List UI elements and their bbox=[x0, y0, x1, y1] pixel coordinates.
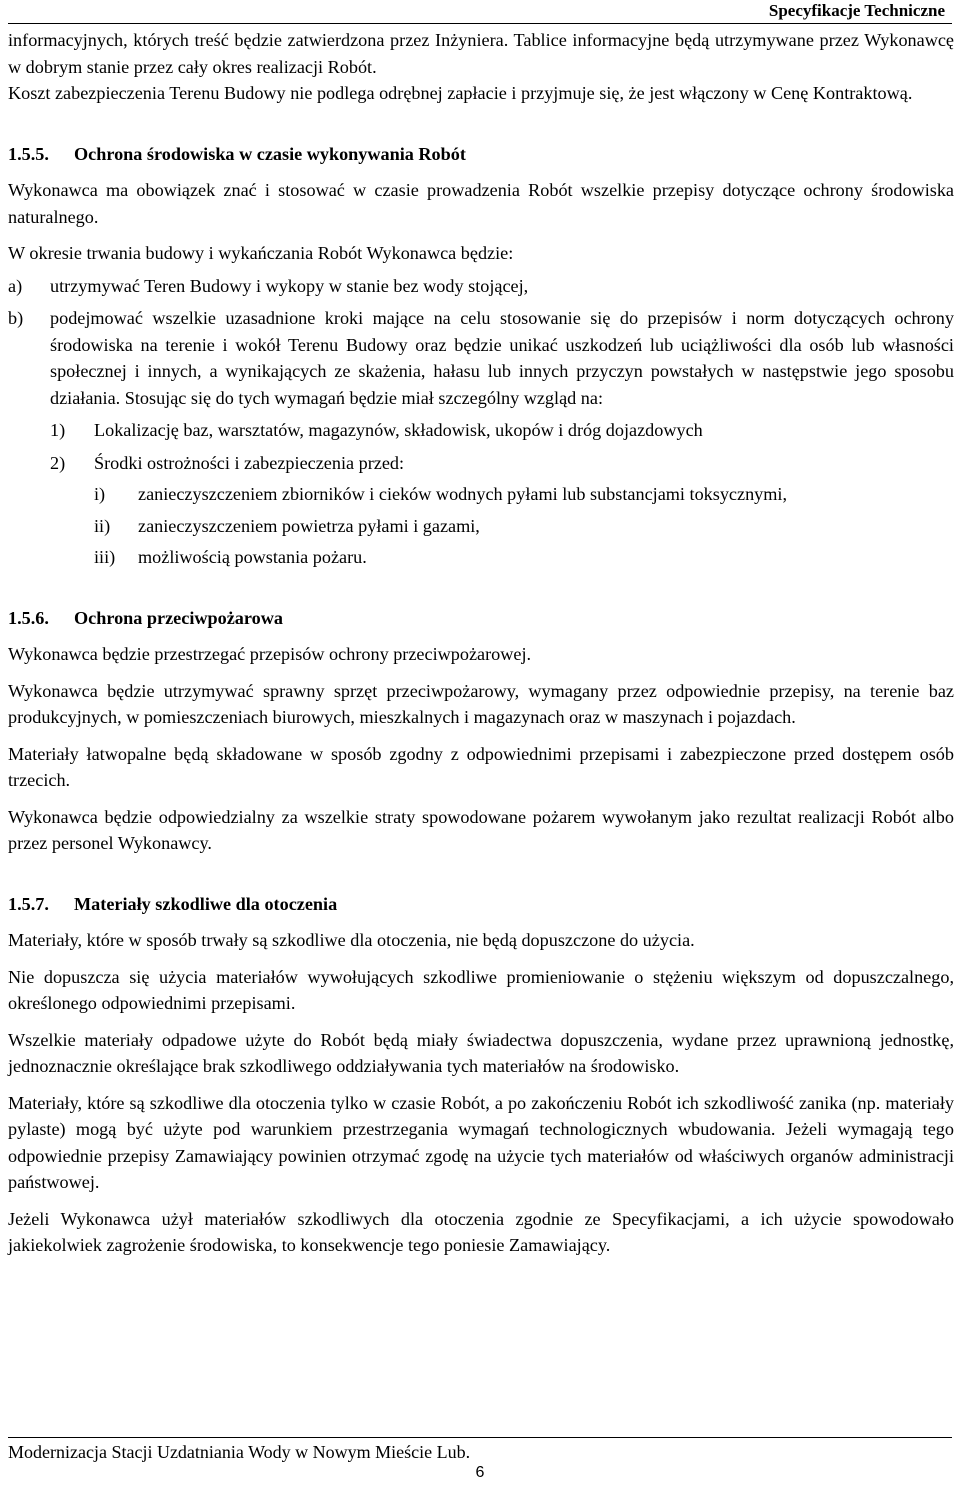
section-title: Materiały szkodliwe dla otoczenia bbox=[74, 893, 338, 914]
list-marker: b) bbox=[8, 308, 24, 328]
list-item-text: podejmować wszelkie uzasadnione kroki mające na celu stosowanie się do przepisów i norm dotyczących ochrony środowiska na terenie i wokół Terenu Budowy oraz będzie unikać uszkodzeń lub uciążliwości dla osób lub własności społecznej i innych, a wynikających ze skażenia, hałasu lub innych przyczyn powstałych w następstwie jego sposobu działania. Stosując się do tych wymagań będzie miał szczególny wzgląd na: bbox=[50, 308, 954, 408]
header-divider bbox=[8, 23, 952, 24]
paragraph: Wykonawca będzie przestrzegać przepisów ochrony przeciwpożarowej. bbox=[8, 644, 532, 664]
list-item bbox=[8, 273, 954, 300]
roman-sublist bbox=[94, 481, 954, 571]
paragraph: Nie dopuszcza się użycia materiałów wywołujących szkodliwe promieniowanie o stężeniu większym od dopuszczalnego, określonego odpowiednimi przepisami. bbox=[8, 966, 954, 1013]
list-item bbox=[50, 450, 954, 477]
list-marker: i) bbox=[94, 484, 106, 504]
paragraph: Wykonawca ma obowiązek znać i stosować w czasie prowadzenia Robót wszelkie przepisy dotyczące ochrony środowiska naturalnego. bbox=[8, 180, 954, 227]
section-number: 1.5.6. bbox=[8, 607, 49, 628]
paragraph: Materiały, które są szkodliwe dla otoczenia tylko w czasie Robót, a po zakończeniu Robót ich szkodliwość zanika (np. materiały pylaste) mogą być użyte pod warunkiem przestrzegania wymagań technologicznych wbudowania. Jeżeli wymagają tego odpowiednie przepisy Zamawiający powinien otrzymać zgodę na użycie tych materiałów od właściwych organów administracji państwowej. bbox=[8, 1092, 954, 1192]
page-number: 6 bbox=[475, 1464, 485, 1481]
list-item bbox=[94, 513, 954, 540]
paragraph: informacyjnych, których treść będzie zatwierdzona przez Inżyniera. Tablice informacyjne będą utrzymywane przez Wykonawcę w dobrym stanie przez cały okres realizacji Robót. bbox=[8, 30, 954, 77]
list-marker: 1) bbox=[50, 420, 66, 440]
paragraph: W okresie trwania budowy i wykańczania Robót Wykonawca będzie: bbox=[8, 243, 514, 263]
document-body bbox=[8, 27, 954, 1259]
section-number: 1.5.7. bbox=[8, 893, 49, 914]
list-item bbox=[50, 417, 954, 444]
list-item-text: zanieczyszczeniem zbiorników i cieków wodnych pyłami lub substancjami toksycznymi, bbox=[138, 484, 788, 504]
list-marker: 2) bbox=[50, 452, 66, 473]
section-title: Ochrona środowiska w czasie wykonywania Robót bbox=[74, 143, 466, 164]
footer-project-title: Modernizacja Stacji Uzdatniania Wody w Nowym Mieście Lub. bbox=[8, 1442, 471, 1462]
section-number: 1.5.5. bbox=[8, 143, 49, 164]
list-item bbox=[8, 305, 954, 411]
paragraph: Wykonawca będzie utrzymywać sprawny sprzęt przeciwpożarowy, wymagany przez odpowiednie przepisy, na terenie baz produkcyjnych, w pomieszczeniach biurowych, mieszkalnych i magazynach oraz w maszynach i pojazdach. bbox=[8, 680, 954, 727]
paragraph: Koszt zabezpieczenia Terenu Budowy nie podlega odrębnej zapłacie i przyjmuje się, że jest włączony w Cenę Kontraktową. bbox=[8, 83, 913, 103]
section-heading-1-5-7 bbox=[8, 891, 954, 918]
list-marker: ii) bbox=[94, 515, 111, 536]
paragraph: Materiały łatwopalne będą składowane w sposób zgodny z odpowiednimi przepisami i zabezpieczone przed dostępem osób trzecich. bbox=[8, 743, 954, 790]
paragraph: Wykonawca będzie odpowiedzialny za wszelkie straty spowodowane pożarem wywołanym jako rezultat realizacji Robót albo przez personel Wykonawcy. bbox=[8, 806, 954, 853]
list-item-text: utrzymywać Teren Budowy i wykopy w stanie bez wody stojącej, bbox=[50, 275, 529, 296]
footer-divider bbox=[8, 1437, 952, 1438]
section-title: Ochrona przeciwpożarowa bbox=[74, 607, 283, 628]
list-item bbox=[94, 544, 954, 571]
list-item-text: możliwością powstania pożaru. bbox=[138, 547, 367, 567]
list-item-text: Lokalizację baz, warsztatów, magazynów, składowisk, ukopów i dróg dojazdowych bbox=[94, 420, 703, 440]
paragraph: Materiały, które w sposób trwały są szkodliwe dla otoczenia, nie będą dopuszczone do użycia. bbox=[8, 930, 695, 950]
section-heading-1-5-6 bbox=[8, 605, 954, 632]
list-item bbox=[94, 481, 954, 508]
document-header-title: Specyfikacje Techniczne bbox=[768, 1, 945, 20]
list-marker: iii) bbox=[94, 547, 116, 567]
section-heading-1-5-5 bbox=[8, 141, 954, 168]
list-item-text: zanieczyszczeniem powietrza pyłami i gazami, bbox=[138, 515, 480, 536]
list-marker: a) bbox=[8, 275, 23, 296]
paragraph: Jeżeli Wykonawca użył materiałów szkodliwych dla otoczenia zgodnie ze Specyfikacjami, a ich użycie spowodowało jakiekolwiek zagrożenie środowiska, to konsekwencje tego poniesie Zamawiający. bbox=[8, 1208, 954, 1255]
paragraph: Wszelkie materiały odpadowe użyte do Robót będą miały świadectwa dopuszczenia, wydane przez uprawnioną jednostkę, jednoznacznie określające brak szkodliwego oddziaływania tych materiałów na środowisko. bbox=[8, 1029, 954, 1076]
numbered-sublist bbox=[50, 417, 954, 476]
list-item-text: Środki ostrożności i zabezpieczenia przed: bbox=[94, 452, 405, 473]
